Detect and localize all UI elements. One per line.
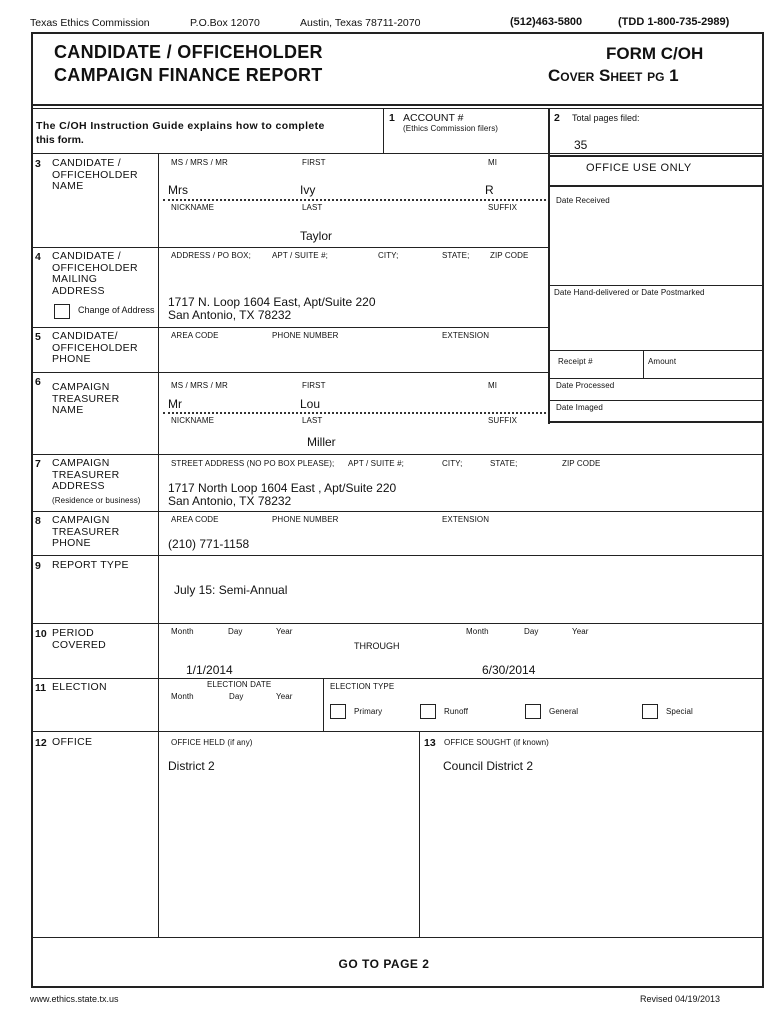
field-header: MS / MRS / MR xyxy=(171,158,228,167)
section-number: 12 xyxy=(35,737,47,749)
office-use-title: OFFICE USE ONLY xyxy=(586,162,692,174)
amount-label: Amount xyxy=(648,357,677,366)
field-header: OFFICE HELD (if any) xyxy=(171,738,253,747)
field-header: MS / MRS / MR xyxy=(171,381,228,390)
org-city: Austin, Texas 78711-2070 xyxy=(300,17,421,29)
field-header: LAST xyxy=(302,203,323,212)
section-number: 13 xyxy=(424,737,436,749)
s7-address-line2: San Antonio, TX 78232 xyxy=(168,494,292,508)
section-number: 8 xyxy=(35,515,41,527)
field-header: LAST xyxy=(302,416,323,425)
field-header: EXTENSION xyxy=(442,515,490,524)
s8-phone-value: (210) 771-1158 xyxy=(168,537,250,551)
general-label: General xyxy=(549,707,579,716)
field-header: AREA CODE xyxy=(171,515,219,524)
instruction-line2: this form. xyxy=(36,134,84,146)
s3-last-value: Taylor xyxy=(300,229,333,243)
change-of-address-checkbox[interactable] xyxy=(54,304,70,319)
runoff-checkbox[interactable] xyxy=(420,704,436,719)
s4-address-line2: San Antonio, TX 78232 xyxy=(168,308,292,322)
field-header: APT / SUITE #; xyxy=(272,251,328,260)
field-header: STREET ADDRESS (NO PO BOX PLEASE); xyxy=(171,459,335,468)
date-imaged-label: Date Imaged xyxy=(556,403,603,412)
footer-url[interactable]: www.ethics.state.tx.us xyxy=(30,994,119,1004)
date-received-label: Date Received xyxy=(556,196,610,205)
section-number: 9 xyxy=(35,560,41,572)
field-header: FIRST xyxy=(302,381,326,390)
field-header: STATE; xyxy=(442,251,470,260)
field-header: Month xyxy=(171,627,194,636)
field-header: Month xyxy=(466,627,489,636)
field-header: EXTENSION xyxy=(442,331,490,340)
office-sought-value: Council District 2 xyxy=(443,759,534,773)
s7-residence-note: (Residence or business) xyxy=(52,496,141,505)
s6-title-value: Mr xyxy=(168,397,182,411)
s7-label: CAMPAIGN TREASURER ADDRESS xyxy=(52,457,120,492)
section-number: 10 xyxy=(35,628,47,640)
field-header: MI xyxy=(488,158,498,167)
field-header: APT / SUITE #; xyxy=(348,459,404,468)
org-name: Texas Ethics Commission xyxy=(30,17,150,29)
total-pages-value: 35 xyxy=(574,138,588,152)
date-processed-label: Date Processed xyxy=(556,381,615,390)
field-header: PHONE NUMBER xyxy=(272,515,339,524)
s3-first-value: Ivy xyxy=(300,183,316,197)
field-header: CITY; xyxy=(442,459,463,468)
section-number: 4 xyxy=(35,251,41,263)
field-header: Month xyxy=(171,692,194,701)
form-label: FORM C/OH xyxy=(606,44,704,63)
field-header: ELECTION TYPE xyxy=(330,682,395,691)
form-title-line1: CANDIDATE / OFFICEHOLDER xyxy=(54,42,323,62)
account-sub: (Ethics Commission filers) xyxy=(403,124,499,133)
go-to-page-2: GO TO PAGE 2 xyxy=(338,957,430,971)
primary-label: Primary xyxy=(354,707,383,716)
general-checkbox[interactable] xyxy=(525,704,541,719)
s6-label: CAMPAIGN TREASURER NAME xyxy=(52,381,120,416)
field-header: OFFICE SOUGHT (if known) xyxy=(444,738,549,747)
org-phone: (512)463-5800 xyxy=(510,16,583,28)
s5-label: CANDIDATE/ OFFICEHOLDER PHONE xyxy=(52,330,138,365)
field-header: FIRST xyxy=(302,158,326,167)
receipt-label: Receipt # xyxy=(558,357,593,366)
special-label: Special xyxy=(666,707,693,716)
po-box: P.O.Box 12070 xyxy=(190,17,260,29)
s7-address-line1: 1717 North Loop 1604 East , Apt/Suite 220 xyxy=(168,481,397,495)
field-header: CITY; xyxy=(378,251,399,260)
field-header: Day xyxy=(228,627,243,636)
instruction-line1: The C/OH Instruction Guide explains how to complete xyxy=(36,120,325,132)
special-checkbox[interactable] xyxy=(642,704,658,719)
field-header: NICKNAME xyxy=(171,203,215,212)
s6-last-value: Miller xyxy=(307,435,336,449)
section-number: 7 xyxy=(35,458,41,470)
total-pages-label: Total pages filed: xyxy=(572,113,640,123)
primary-checkbox[interactable] xyxy=(330,704,346,719)
form-title-line2: CAMPAIGN FINANCE REPORT xyxy=(54,65,323,85)
org-tdd: (TDD 1-800-735-2989) xyxy=(618,16,730,28)
date-hand-label: Date Hand-delivered or Date Postmarked xyxy=(554,288,705,297)
period-to-value: 6/30/2014 xyxy=(482,663,536,677)
through-label: THROUGH xyxy=(354,641,400,651)
s8-label: CAMPAIGN TREASURER PHONE xyxy=(52,514,120,549)
s3-mi-value: R xyxy=(485,183,494,197)
change-of-address-label: Change of Address xyxy=(78,305,155,315)
s10-label: PERIOD COVERED xyxy=(52,627,107,651)
field-header: NICKNAME xyxy=(171,416,215,425)
field-header: PHONE NUMBER xyxy=(272,331,339,340)
report-type-value: July 15: Semi-Annual xyxy=(174,583,288,597)
s4-address-line1: 1717 N. Loop 1604 East, Apt/Suite 220 xyxy=(168,295,376,309)
footer-revised: Revised 04/19/2013 xyxy=(640,994,721,1004)
field-header: ADDRESS / PO BOX; xyxy=(171,251,251,260)
account-label: ACCOUNT # xyxy=(403,112,464,124)
field-header: Year xyxy=(572,627,589,636)
office-held-value: District 2 xyxy=(168,759,215,773)
section-number: 11 xyxy=(35,682,47,694)
field-header: ZIP CODE xyxy=(490,251,529,260)
section-number: 3 xyxy=(35,158,41,170)
section-number: 6 xyxy=(35,376,41,388)
s12-label: OFFICE xyxy=(52,736,93,748)
period-from-value: 1/1/2014 xyxy=(186,663,233,677)
field-header: ZIP CODE xyxy=(562,459,601,468)
field-header: Year xyxy=(276,692,293,701)
field-header: AREA CODE xyxy=(171,331,219,340)
section-number: 5 xyxy=(35,331,41,343)
s11-label: ELECTION xyxy=(52,681,107,693)
field-header: ELECTION DATE xyxy=(207,680,272,689)
field-header: Year xyxy=(276,627,293,636)
s9-label: REPORT TYPE xyxy=(52,559,129,571)
s6-first-value: Lou xyxy=(300,397,321,411)
field-header: SUFFIX xyxy=(488,416,518,425)
field-header: Day xyxy=(229,692,244,701)
field-header: Day xyxy=(524,627,539,636)
field-header: STATE; xyxy=(490,459,518,468)
field-header: SUFFIX xyxy=(488,203,518,212)
field-header: MI xyxy=(488,381,498,390)
section-number: 2 xyxy=(554,112,560,124)
cover-sheet-label: Cover Sheet pg 1 xyxy=(548,66,679,85)
section-number: 1 xyxy=(389,112,395,124)
s4-label: CANDIDATE / OFFICEHOLDER MAILING ADDRESS xyxy=(52,250,138,297)
s3-title-value: Mrs xyxy=(168,183,188,197)
s3-label: CANDIDATE / OFFICEHOLDER NAME xyxy=(52,157,138,192)
runoff-label: Runoff xyxy=(444,707,469,716)
